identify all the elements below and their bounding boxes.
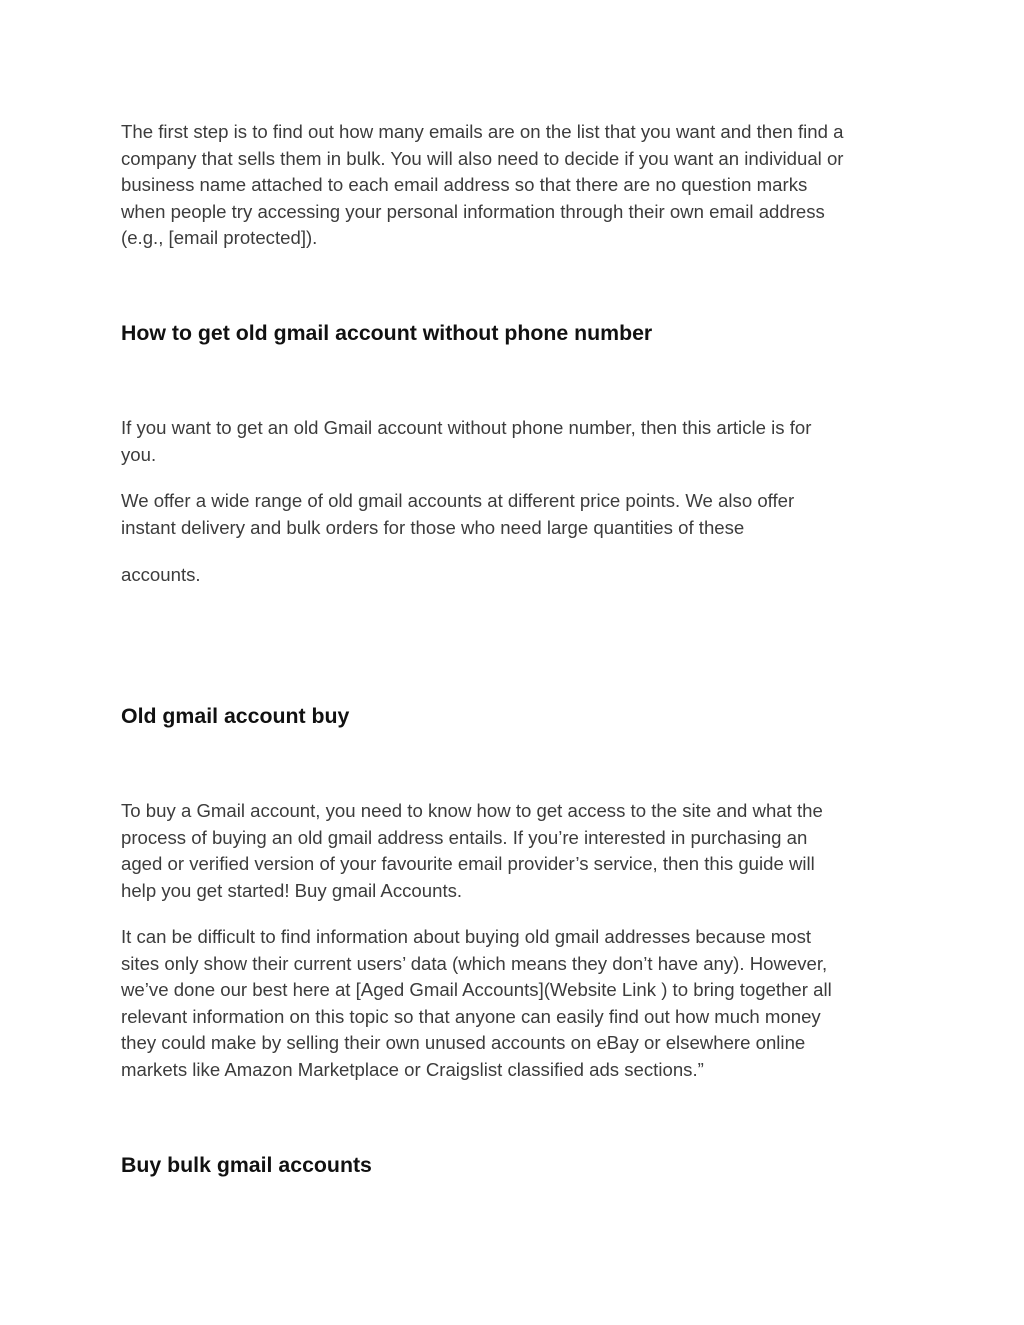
heading-old-gmail-no-phone: How to get old gmail account without phone number	[121, 321, 653, 345]
text-line: we’ve done our best here at [Aged Gmail Accounts](Website Link ) to bring together all	[121, 979, 832, 1000]
text-line: markets like Amazon Marketplace or Craigslist classified ads sections.”	[121, 1058, 704, 1080]
section1-paragraph-1	[121, 415, 921, 468]
text-line: The first step is to find out how many emails are on the list that you want and then find a	[121, 121, 844, 142]
section1-paragraph-2	[121, 488, 921, 541]
section2-paragraph-1	[121, 798, 921, 904]
text-line: aged or verified version of your favourite email provider’s service, then this guide will	[121, 853, 815, 874]
text-line: We offer a wide range of old gmail accounts at different price points. We also offer	[121, 490, 795, 511]
section2-paragraph-2	[121, 924, 921, 1083]
text-line: when people try accessing your personal information through their own email address	[121, 200, 825, 222]
text-line: relevant information on this topic so that anyone can easily find out how much money	[121, 1005, 821, 1027]
text-line: they could make by selling their own unused accounts on eBay or elsewhere online	[121, 1032, 806, 1053]
text-line: If you want to get an old Gmail account without phone number, then this article is for	[121, 417, 812, 438]
text-line: It can be difficult to find information about buying old gmail addresses because most	[121, 926, 812, 947]
text-line: business name attached to each email address so that there are no question marks	[121, 174, 808, 195]
heading-old-gmail-buy: Old gmail account buy	[121, 704, 350, 728]
text-line: you.	[121, 443, 157, 465]
text-line: process of buying an old gmail address entails. If you’re interested in purchasing an	[121, 826, 808, 848]
intro-paragraph	[121, 119, 921, 252]
text-line: accounts.	[121, 564, 201, 585]
heading-buy-bulk-gmail: Buy bulk gmail accounts	[121, 1153, 372, 1177]
section1-paragraph-3	[121, 562, 921, 589]
text-line: instant delivery and bulk orders for those who need large quantities of these	[121, 516, 745, 538]
text-line: company that sells them in bulk. You will also need to decide if you want an individual or	[121, 147, 844, 169]
text-line: To buy a Gmail account, you need to know how to get access to the site and what the	[121, 800, 823, 821]
text-line: sites only show their current users’ data (which means they don’t have any). However,	[121, 952, 828, 974]
text-line: (e.g., [email protected]).	[121, 227, 318, 248]
text-line: help you get started! Buy gmail Accounts.	[121, 879, 463, 901]
